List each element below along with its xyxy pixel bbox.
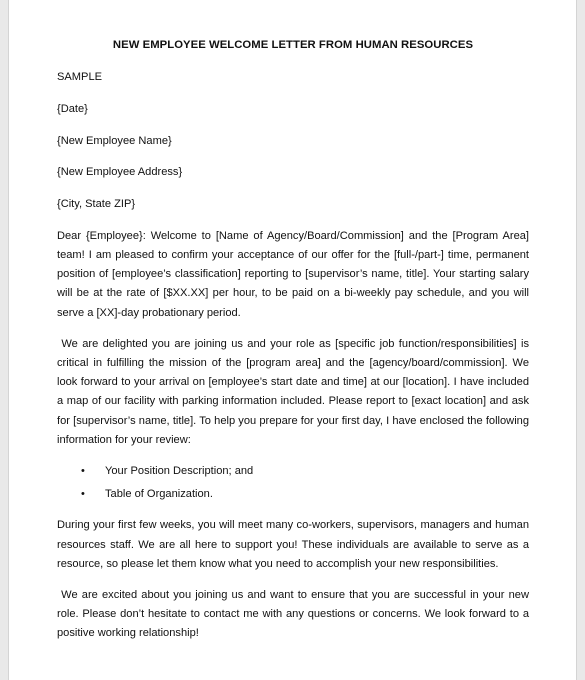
role-paragraph: We are delighted you are joining us and your role as [specific job function/responsibilities] is critical in fulfilling the mission of the [program area] and the [agency/board/commission]. We look forward to your arrival on [employee’s start date and time] at our [location]. I have included a map of our facility with parking information included. Please report to [exact location] and ask for [supervisor’s name, title]. To help you prepare for your first day, I have enclosed the following information for your review: xyxy=(57,337,529,446)
list-item-text: Your Position Description; and xyxy=(105,464,254,477)
document-page xyxy=(8,0,577,680)
employee-name-placeholder: {New Employee Name} xyxy=(57,134,172,147)
sample-label: SAMPLE xyxy=(57,71,103,84)
letter-title: NEW EMPLOYEE WELCOME LETTER FROM HUMAN RESOURCES xyxy=(112,39,474,51)
employee-address-placeholder: {New Employee Address} xyxy=(57,166,183,179)
list-item xyxy=(57,462,529,481)
date-placeholder: {Date} xyxy=(57,102,88,115)
list-item-text: Table of Organization. xyxy=(105,488,213,501)
welcome-paragraph: Dear {Employee}: Welcome to [Name of Agency/Board/Commission] and the [Program Area] team! I am pleased to confirm your acceptance of our offer for the [full-/part-] time, permanent position of [employee’s classification] reporting to [supervisor’s name, title]. Your starting salary will be at the rate of [$XX.XX] per hour, to be paid on a bi-weekly pay schedule, and you will serve a [XX]-day probationary period. xyxy=(57,229,529,319)
closing-paragraph: We are excited about you joining us and want to ensure that you are successful in your new role. Please don’t hesitate to contact me with any questions or concerns. We look forward to a positive working relationship! xyxy=(57,588,529,640)
bullet-icon: • xyxy=(81,488,85,501)
first-weeks-paragraph: During your first few weeks, you will meet many co-workers, supervisors, managers and human resources staff. We are all here to support you! These individuals are available to serve as a resource, so please let them know what you need to accomplish your new responsibilities. xyxy=(57,519,529,570)
bullet-icon: • xyxy=(81,464,85,477)
letter-body xyxy=(57,36,529,656)
city-state-zip-placeholder: {City, State ZIP} xyxy=(57,198,136,211)
list-item xyxy=(57,485,529,504)
enclosures-list xyxy=(57,462,529,504)
